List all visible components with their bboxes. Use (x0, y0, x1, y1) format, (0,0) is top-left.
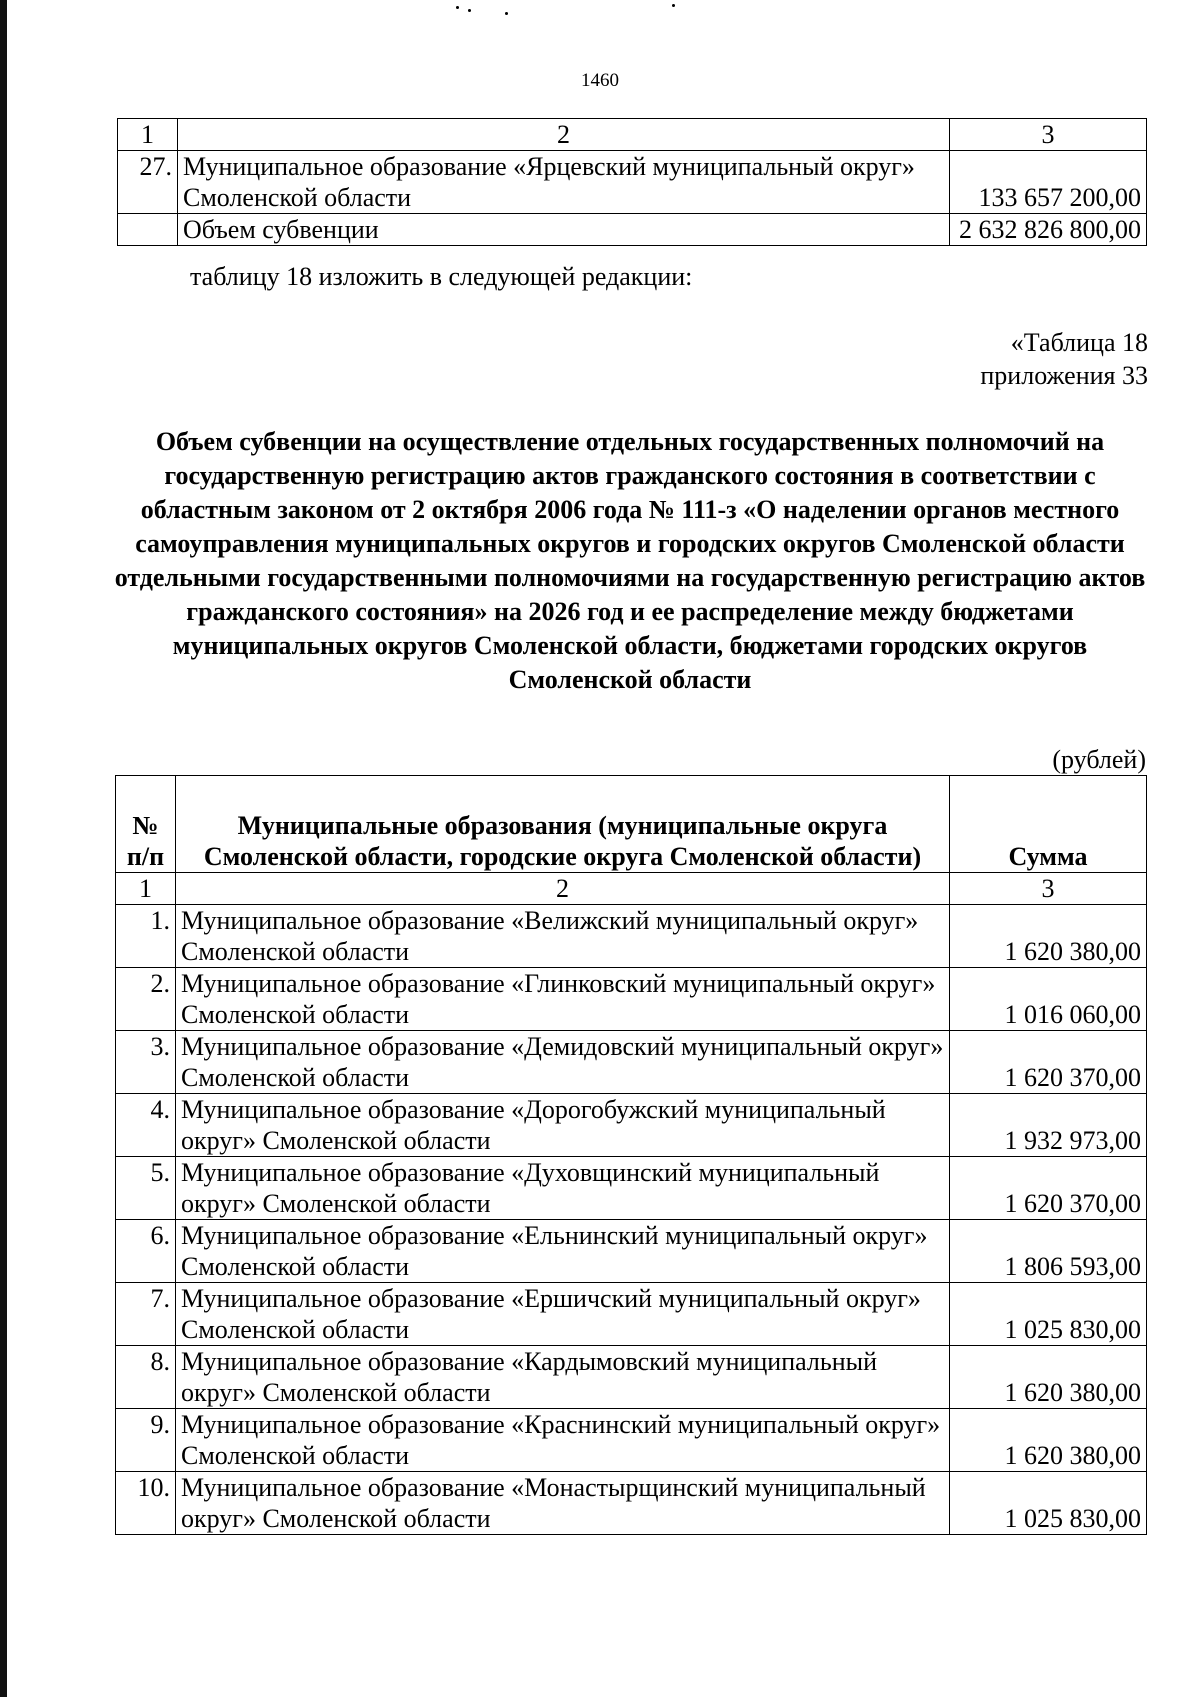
table-reference (980, 326, 1148, 392)
row-amount: 1 025 830,00 (950, 1472, 1147, 1535)
row-amount: 1 620 370,00 (950, 1157, 1147, 1220)
row-name: Муниципальное образование «Краснинский муниципальный округ» Смоленской области (176, 1409, 950, 1472)
column-number-row (116, 873, 1147, 905)
row-amount: 1 025 830,00 (950, 1283, 1147, 1346)
units-label: (рублей) (1052, 745, 1146, 774)
row-name: Муниципальное образование «Велижский муниципальный округ» Смоленской области (176, 905, 950, 968)
table-row (116, 968, 1147, 1031)
row-number: 9. (116, 1409, 176, 1472)
row-name: Муниципальное образование «Духовщинский муниципальный округ» Смоленской области (176, 1157, 950, 1220)
table-row (116, 905, 1147, 968)
row-number: 8. (116, 1346, 176, 1409)
row-number: 6. (116, 1220, 176, 1283)
table-reference-line: приложения 33 (980, 361, 1148, 390)
row-name: Муниципальное образование «Демидовский муниципальный округ» Смоленской области (176, 1031, 950, 1094)
column-number-row (118, 119, 1147, 151)
table-row (118, 151, 1147, 214)
row-number: 5. (116, 1157, 176, 1220)
continuation-table (117, 118, 1147, 246)
row-name: Муниципальное образование «Монастырщинский муниципальный округ» Смоленской области (176, 1472, 950, 1535)
table-title: Объем субвенции на осуществление отдельных государственных полномочий на государственную регистрацию актов гражданского состояния в соответствии с областным законом от 2 октября 2006 года № 111-з «О наделении органов местного самоуправления муниципальных округов и городских округов Смоленской области отдельными государственными полномочиями на государственную регистрацию актов гражданского состояния» на 2026 год и ее распределение между бюджетами муниципальных округов Смоленской области, бюджетами городских округов Смоленской области (114, 427, 1146, 694)
table-row (116, 1409, 1147, 1472)
row-number: 2. (116, 968, 176, 1031)
page-number: 1460 (581, 70, 619, 91)
header-number: № п/п (116, 776, 176, 873)
row-number: 10. (116, 1472, 176, 1535)
table-row (116, 1346, 1147, 1409)
row-name: Муниципальное образование «Кардымовский муниципальный округ» Смоленской области (176, 1346, 950, 1409)
row-amount: 1 620 370,00 (950, 1031, 1147, 1094)
header-amount: Сумма (950, 776, 1147, 873)
scan-left-edge (0, 0, 7, 1697)
table-row (116, 1157, 1147, 1220)
scan-speck (672, 4, 675, 7)
row-number: 7. (116, 1283, 176, 1346)
row-number: 1. (116, 905, 176, 968)
total-label: Объем субвенции (178, 214, 950, 246)
row-amount: 1 620 380,00 (950, 1409, 1147, 1472)
row-amount: 133 657 200,00 (950, 151, 1147, 214)
table-row (116, 1094, 1147, 1157)
row-name: Муниципальное образование «Ярцевский муниципальный округ» Смоленской области (178, 151, 950, 214)
row-number: 3. (116, 1031, 176, 1094)
header-name: Муниципальные образования (муниципальные округа Смоленской области, городские округа Смоленской области) (176, 776, 950, 873)
table-row (116, 1031, 1147, 1094)
table-row (116, 1220, 1147, 1283)
row-number (118, 214, 178, 246)
scan-speck (456, 6, 459, 9)
column-number: 3 (950, 873, 1147, 905)
total-amount: 2 632 826 800,00 (950, 214, 1147, 246)
table-reference-line: «Таблица 18 (1010, 328, 1148, 357)
row-amount: 1 806 593,00 (950, 1220, 1147, 1283)
row-amount: 1 932 973,00 (950, 1094, 1147, 1157)
row-amount: 1 620 380,00 (950, 905, 1147, 968)
column-number: 2 (178, 119, 950, 151)
row-number: 27. (118, 151, 178, 214)
total-row (118, 214, 1147, 246)
row-name: Муниципальное образование «Ершичский муниципальный округ» Смоленской области (176, 1283, 950, 1346)
row-number: 4. (116, 1094, 176, 1157)
table-row (116, 1283, 1147, 1346)
row-amount: 1 016 060,00 (950, 968, 1147, 1031)
subvention-table (115, 775, 1147, 1535)
row-name: Муниципальное образование «Глинковский муниципальный округ» Смоленской области (176, 968, 950, 1031)
scan-speck (468, 9, 471, 12)
row-name: Муниципальное образование «Дорогобужский муниципальный округ» Смоленской области (176, 1094, 950, 1157)
table-row (116, 1472, 1147, 1535)
column-number: 1 (118, 119, 178, 151)
column-number: 3 (950, 119, 1147, 151)
instruction-text: таблицу 18 изложить в следующей редакции: (190, 262, 693, 291)
column-number: 1 (116, 873, 176, 905)
header-row (116, 776, 1147, 873)
scan-speck (505, 12, 508, 15)
row-amount: 1 620 380,00 (950, 1346, 1147, 1409)
column-number: 2 (176, 873, 950, 905)
row-name: Муниципальное образование «Ельнинский муниципальный округ» Смоленской области (176, 1220, 950, 1283)
